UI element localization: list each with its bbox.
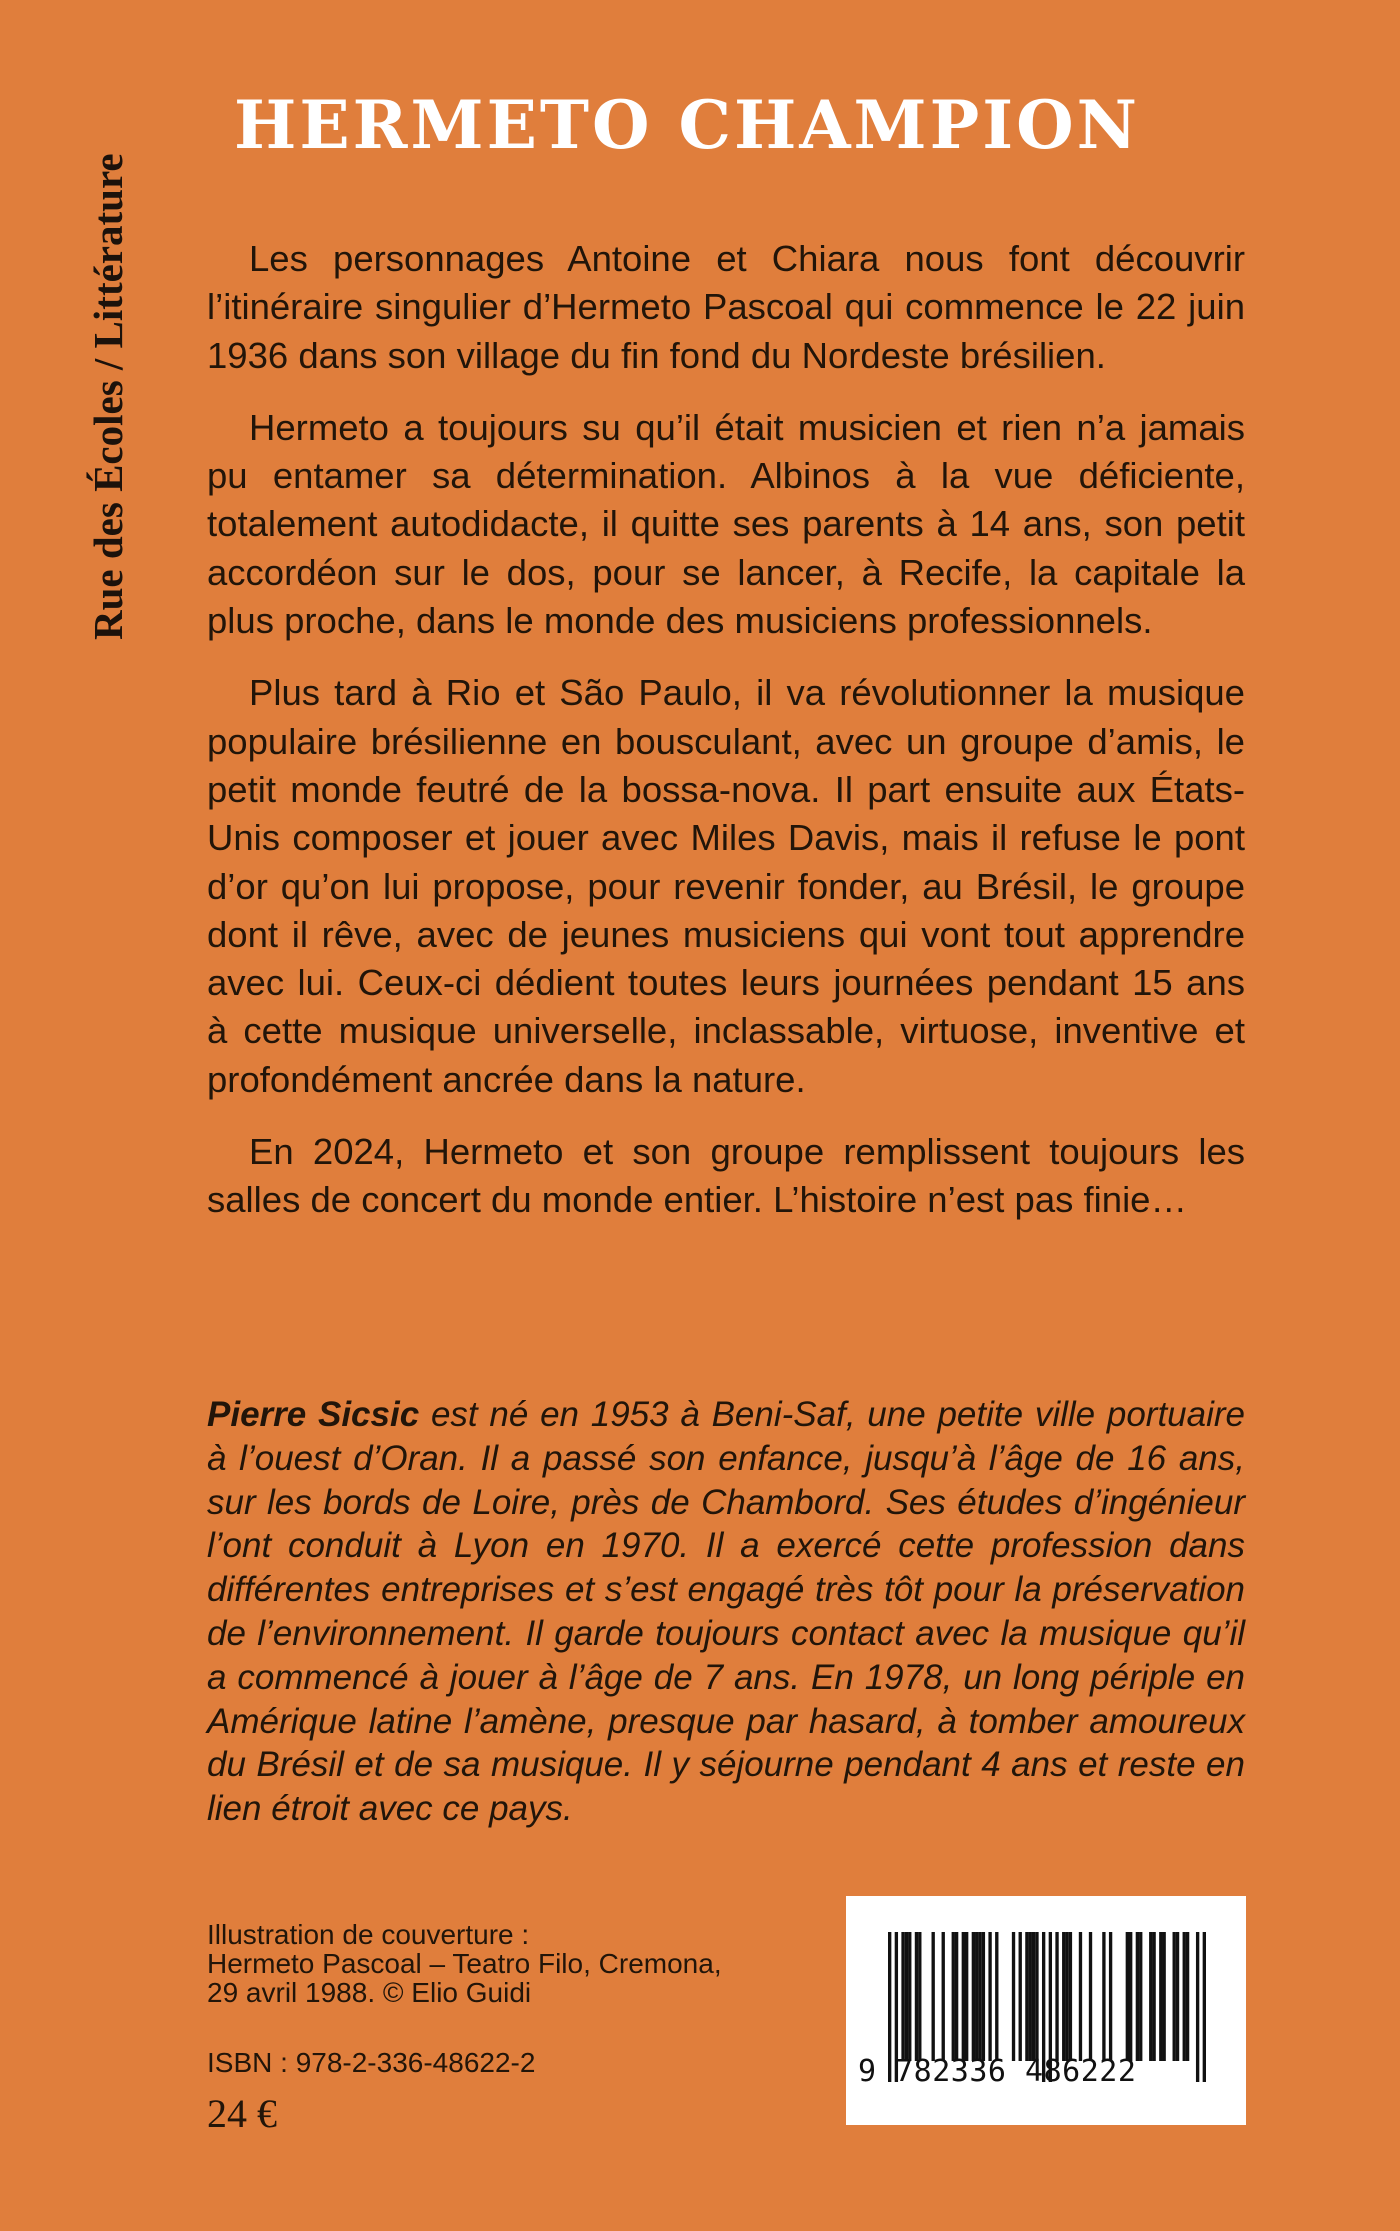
barcode-bar <box>908 1932 911 2061</box>
barcode-bar <box>1186 1932 1189 2061</box>
barcode-bar <box>982 1932 985 2061</box>
barcode-bar <box>1129 1932 1132 2061</box>
barcode-bar <box>1102 1932 1105 2061</box>
credits-line: Illustration de couverture : <box>207 1919 530 1950</box>
barcode-bar <box>1019 1932 1022 2061</box>
barcode-bar <box>1055 1932 1058 2061</box>
credits-line: Hermeto Pascoal – Teatro Filo, Cremona, <box>207 1948 722 1979</box>
barcode-bar <box>962 1932 965 2061</box>
barcode-bar <box>1136 1932 1139 2061</box>
barcode-bar <box>1159 1932 1162 2061</box>
barcode-bar <box>1079 1932 1082 2061</box>
barcode <box>846 1896 1246 2125</box>
price: 24 € <box>207 2091 277 2136</box>
barcode-bar <box>978 1932 981 2061</box>
barcode-digits: 9 782336 486222 <box>858 2054 1137 2089</box>
barcode-bar <box>905 1932 908 2061</box>
credits-line: 29 avril 1988. © Elio Guidi <box>207 1977 532 2008</box>
summary-paragraph: Les personnages Antoine et Chiara nous font découvrir l’itinéraire singulier d’Hermeto Pascoal qui commence le 22 juin 1936 dans son village du fin fond du Nordeste brésilien. <box>207 238 1245 376</box>
barcode-bar <box>1176 1932 1179 2061</box>
barcode-bar <box>942 1932 945 2061</box>
barcode-bar <box>955 1932 958 2061</box>
barcode-bar <box>1035 1932 1038 2061</box>
barcode-bar <box>1162 1932 1165 2061</box>
book-title: HERMETO CHAMPION <box>234 86 1140 164</box>
spine-category: Littérature <box>85 153 131 349</box>
summary-paragraph: Hermeto a toujours su qu’il était musicien et rien n’a jamais pu entamer sa détermination. Albinos à la vue déficiente, totalement autodidacte, il quitte ses parents à 14 ans, son petit accordéon sur le dos, pour se lancer, à Recife, la capitale la plus proche, dans le monde des musiciens professionnels. <box>207 406 1245 642</box>
barcode-bar <box>1139 1932 1142 2061</box>
barcode-bar <box>1149 1932 1152 2061</box>
barcode-bar <box>988 1932 991 2061</box>
spine-text <box>84 100 132 640</box>
barcode-bar <box>918 1932 921 2061</box>
barcode-bar <box>1062 1932 1065 2061</box>
spine-separator: / <box>85 348 131 381</box>
barcode-bar <box>1109 1932 1112 2061</box>
barcode-bar <box>1183 1932 1186 2061</box>
barcode-bar <box>1025 1932 1028 2061</box>
barcode-bar <box>1065 1932 1068 2061</box>
barcode-bar <box>952 1932 955 2061</box>
author-name: Pierre Sicsic <box>207 1395 420 1434</box>
barcode-bar <box>1089 1932 1092 2061</box>
barcode-bar <box>1012 1932 1015 2061</box>
barcode-bar <box>1152 1932 1155 2061</box>
summary <box>207 235 1245 1249</box>
barcode-bar <box>1126 1932 1129 2061</box>
author-bio <box>207 1393 1245 1831</box>
summary-paragraph: En 2024, Hermeto et son groupe remplissent toujours les salles de concert du monde entier. L’histoire n’est pas finie… <box>207 1131 1245 1221</box>
barcode-bar <box>965 1932 968 2061</box>
barcode-bar <box>972 1932 975 2061</box>
barcode-bar <box>932 1932 935 2061</box>
spine-collection: Rue des Écoles <box>85 380 131 640</box>
cover-credits <box>207 1920 767 2007</box>
isbn: ISBN : 978-2-336-48622-2 <box>207 2047 536 2078</box>
barcode-bar <box>901 1932 904 2061</box>
barcode-bar <box>1069 1932 1072 2061</box>
barcode-bar <box>1173 1932 1176 2061</box>
barcode-bar <box>1032 1932 1035 2061</box>
summary-paragraph: Plus tard à Rio et São Paulo, il va révolutionner la musique populaire brésilienne en bousculant, avec un groupe d’amis, le petit monde feutré de la bossa-nova. Il part ensuite aux États-Unis composer et jouer avec Miles Davis, mais il refuse le pont d’or qu’on lui propose, pour revenir fonder, au Brésil, le groupe dont il rêve, avec de jeunes musiciens qui vont tout apprendre avec lui. Ceux-ci dédient toutes leurs journées pendant 15 ans à cette musique universelle, inclassable, virtuose, inventive et profondément ancrée dans la nature. <box>207 672 1245 1100</box>
barcode-bar <box>915 1932 918 2061</box>
barcode-bar <box>975 1932 978 2061</box>
barcode-bar <box>1029 1932 1032 2061</box>
author-bio-text: est né en 1953 à Beni-Saf, une petite ville portuaire à l’ouest d’Oran. Il a passé son enfance, jusqu’à l’âge de 16 ans, sur les bords de Loire, près de Chambord. Ses études d’ingénieur l’ont conduit à Lyon en 1970. Il a exercé cette profession dans différentes entreprises et s’est engagé très tôt pour la préservation de l’environnement. Il garde toujours contact avec la musique qu’il a commencé à jouer à l’âge de 7 ans. En 1978, un long périple en Amérique latine l’amène, presque par hasard, à tomber amoureux du Brésil et de sa musique. Il y séjourne pendant 4 ans et reste en lien étroit avec ce pays. <box>207 1395 1246 1829</box>
barcode-bar <box>995 1932 998 2061</box>
